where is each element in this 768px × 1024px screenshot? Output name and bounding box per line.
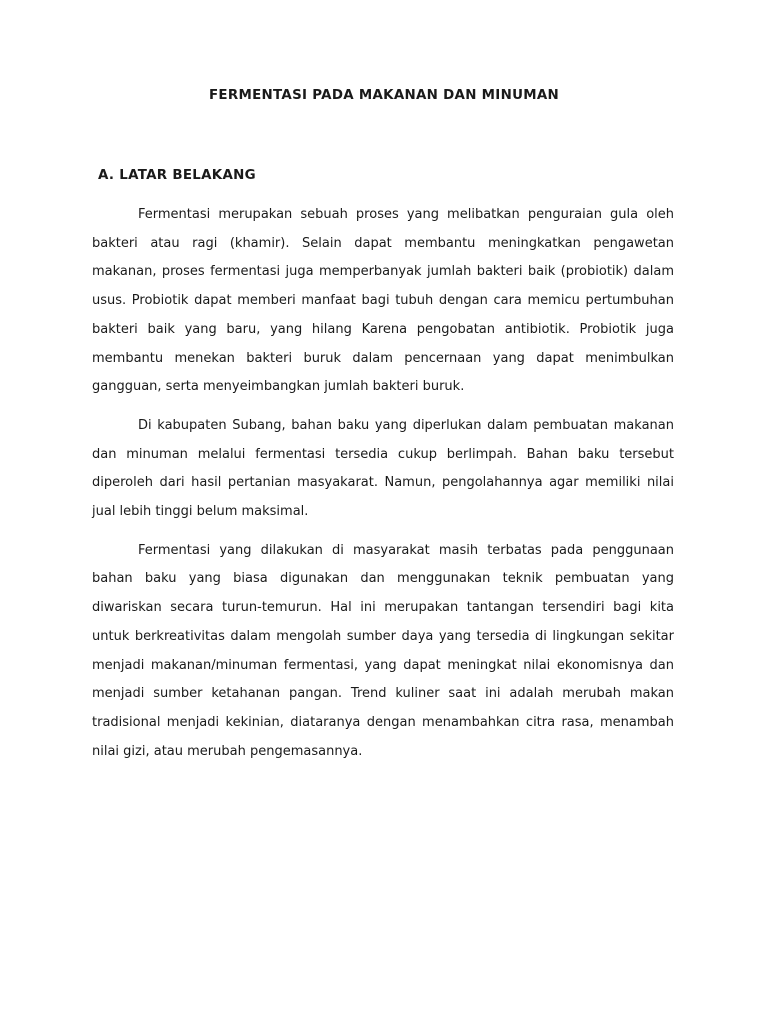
paragraph-1: Fermentasi merupakan sebuah proses yang melibatkan penguraian gula oleh bakteri atau ragi (khamir). Selain dapat membantu meningkatkan pengawetan makanan, proses fermentasi juga memperbanyak jumlah bakteri baik (probiotik) dalam usus. Probiotik dapat memberi manfaat bagi tubuh dengan cara memicu pertumbuhan bakteri baik yang baru, yang hilang Karena pengobatan antibiotik. Probiotik juga membantu menekan bakteri buruk dalam pencernaan yang dapat menimbulkan gangguan, serta menyeimbangkan jumlah bakteri buruk. xyxy=(92,207,674,395)
paragraph-3: Fermentasi yang dilakukan di masyarakat masih terbatas pada penggunaan bahan baku yang biasa digunakan dan menggunakan teknik pembuatan yang diwariskan secara turun-temurun. Hal ini merupakan tantangan tersendiri bagi kita untuk berkreativitas dalam mengolah sumber daya yang tersedia di lingkungan sekitar menjadi makanan/minuman fermentasi, yang dapat meningkat nilai ekonomisnya dan menjadi sumber ketahanan pangan. Trend kuliner saat ini adalah merubah makan tradisional menjadi kekinian, diataranya dengan menambahkan citra rasa, menambah nilai gizi, atau merubah pengemasannya. xyxy=(92,542,674,759)
paragraph-2: Di kabupaten Subang, bahan baku yang diperlukan dalam pembuatan makanan dan minuman melalui fermentasi tersedia cukup berlimpah. Bahan baku tersebut diperoleh dari hasil pertanian masyakarat. Namun, pengolahannya agar memiliki nilai jual lebih tinggi belum maksimal. xyxy=(92,417,674,520)
body-text xyxy=(92,201,674,776)
section-heading-latar-belakang: A. LATAR BELAKANG xyxy=(98,168,256,183)
document-title: FERMENTASI PADA MAKANAN DAN MINUMAN xyxy=(208,88,560,103)
